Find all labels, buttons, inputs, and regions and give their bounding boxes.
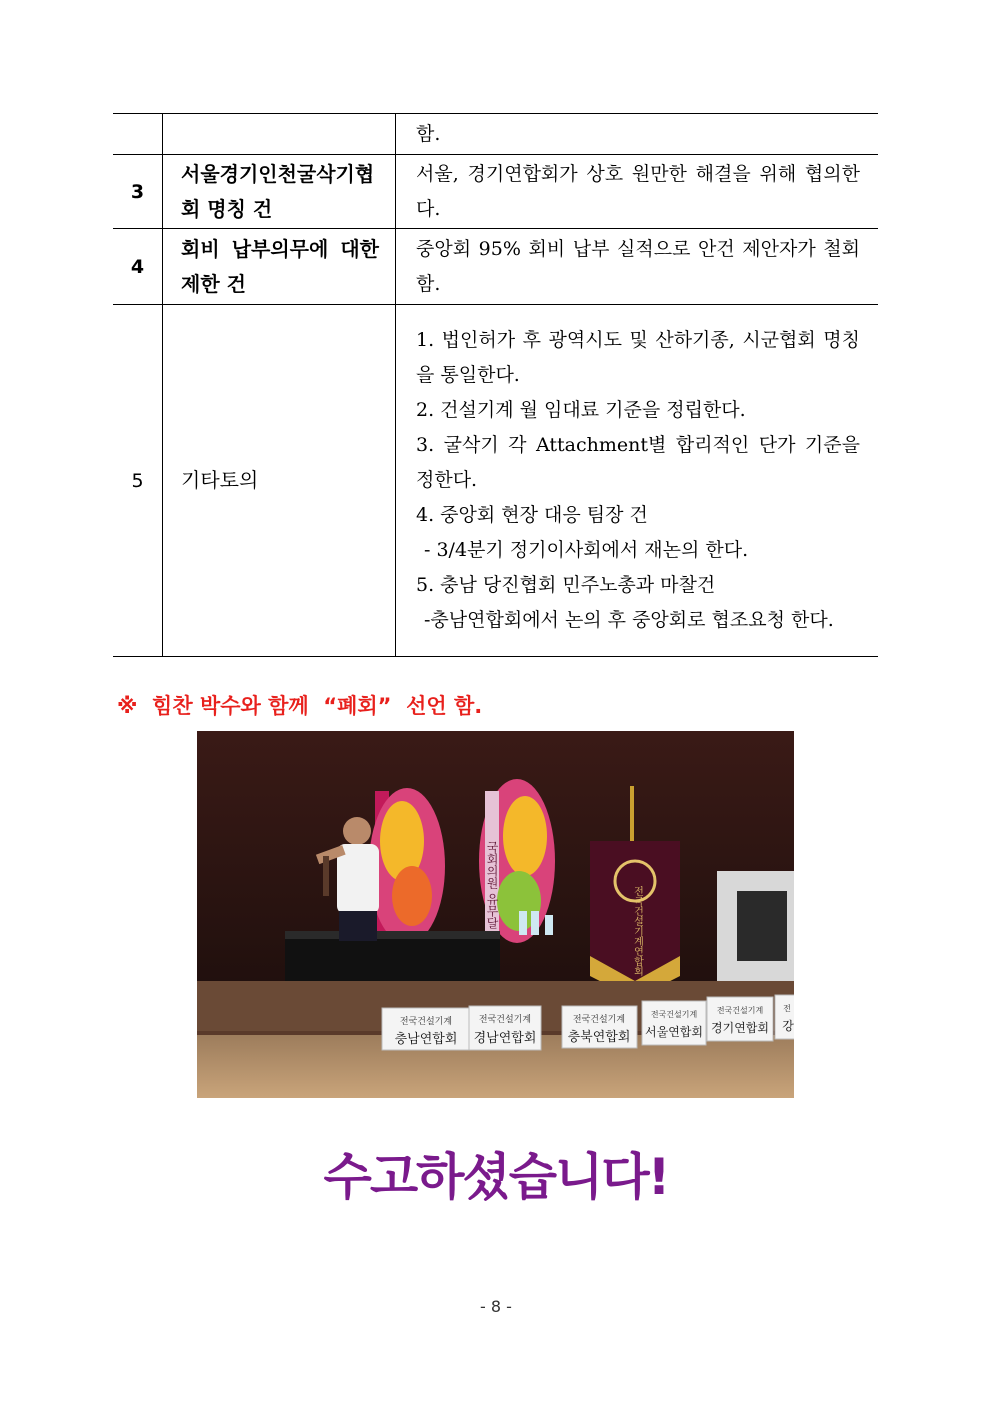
name-card-org: 전 [783, 1004, 791, 1013]
row-title: 서울경기인천굴삭기협회 명칭 건 [163, 155, 396, 229]
row-number: 4 [113, 229, 163, 305]
name-card-name: 경남연합회 [473, 1031, 537, 1046]
body-line: 5. 충남 당진협회 민주노총과 마찰건 [416, 574, 716, 596]
name-card [562, 1006, 637, 1048]
name-card [382, 1008, 470, 1050]
association-banner [590, 841, 680, 999]
name-card-name: 충북연합회 [567, 1030, 631, 1045]
row-number [113, 114, 163, 155]
banner-text: 전국건설기계연합회 [631, 886, 643, 976]
table-row [113, 114, 878, 155]
closing-message: 수고하셨습니다! [323, 1148, 669, 1206]
table-row [113, 305, 878, 657]
name-card-org: 전국건설기계 [478, 1015, 532, 1025]
name-card-org: 전국건설기계 [650, 1010, 698, 1019]
name-card-name: 경기연합회 [711, 1021, 769, 1035]
row-number: 3 [113, 155, 163, 229]
row-title [163, 114, 396, 155]
row-title: 기타토의 [163, 305, 396, 657]
body-line: 3. 굴삭기 각 Attachment별 합리적인 단가 기준을 정한다. [416, 434, 860, 491]
name-card-name: 서울연합회 [645, 1025, 703, 1039]
name-card [469, 1006, 541, 1050]
body-line: -충남연합회에서 논의 후 중앙회로 협조요청 한다. [424, 609, 834, 631]
name-card [775, 995, 794, 1039]
agenda-table [113, 113, 878, 657]
body-line: 1. 법인허가 후 광역시도 및 산하기종, 시군협회 명칭을 통일한다. [416, 329, 860, 386]
row-number: 5 [113, 305, 163, 657]
name-card-org: 전국건설기계 [399, 1017, 453, 1027]
page-number: - 8 - [480, 1297, 512, 1316]
body-line: 서울, 경기연합회가 상호 원만한 해결을 위해 협의한다. [416, 162, 860, 220]
body-line: 중앙회 95% 회비 납부 실적으로 안건 제안자가 철회 함. [416, 237, 860, 295]
name-card-org: 전국건설기계 [716, 1006, 764, 1015]
name-card-name: 충남연합회 [394, 1032, 458, 1047]
wreath-ribbon-text: 국회의원 유무달 [485, 841, 499, 929]
row-title: 회비 납부의무에 대한 제한 건 [163, 229, 396, 305]
table-row [113, 155, 878, 229]
meeting-photo [197, 731, 794, 1098]
name-card-name: 강 [782, 1019, 794, 1033]
flower-wreath-left [369, 788, 445, 944]
row-body [396, 155, 879, 229]
closing-notice: ※ 힘찬 박수와 함께 “폐회” 선언 함. [117, 694, 483, 718]
row-body [396, 305, 879, 657]
name-card [642, 1001, 706, 1045]
body-line: 4. 중앙회 현장 대응 팀장 건 [416, 504, 648, 526]
body-line: - 3/4분기 정기이사회에서 재논의 한다. [424, 539, 749, 561]
body-line: 함. [416, 122, 441, 145]
name-card [707, 997, 773, 1041]
body-line: 2. 건설기계 월 임대료 기준을 정립한다. [416, 399, 746, 421]
row-body [396, 114, 879, 155]
name-card-org: 전국건설기계 [572, 1015, 626, 1025]
row-body [396, 229, 879, 305]
table-row [113, 229, 878, 305]
meeting-photo-illustration [197, 731, 794, 1098]
